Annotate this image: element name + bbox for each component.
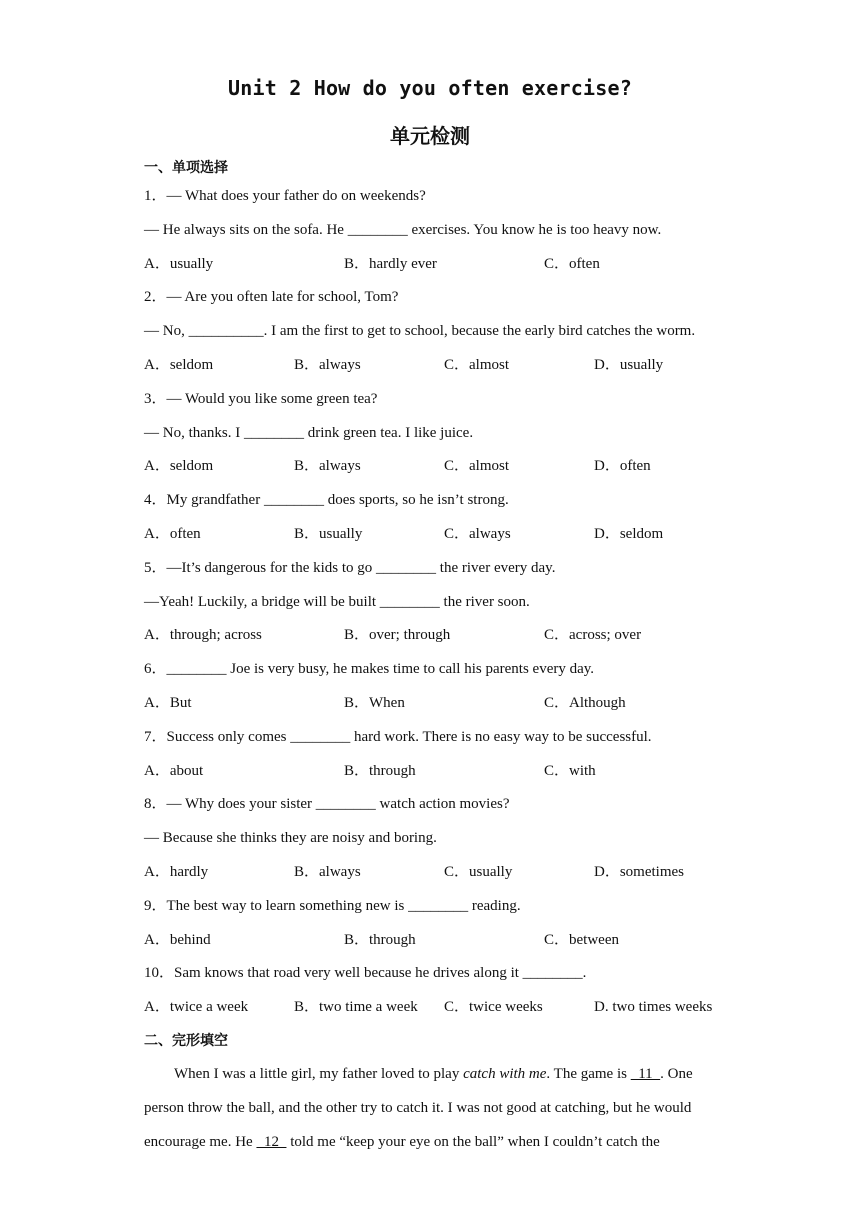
answer-option: C．always bbox=[444, 526, 511, 542]
answer-options bbox=[144, 862, 744, 882]
answer-option: A．twice a week bbox=[144, 999, 249, 1015]
cloze-italic-text: catch with me bbox=[463, 1066, 547, 1082]
answer-options bbox=[144, 524, 744, 544]
answer-option: A．often bbox=[144, 526, 201, 542]
question-text: 10．Sam knows that road very well because he drives along it ________. bbox=[144, 965, 587, 981]
answer-option: B．When bbox=[344, 695, 405, 711]
page-title: Unit 2 How do you often exercise? bbox=[228, 76, 632, 100]
cloze-text: . The game is bbox=[546, 1066, 631, 1082]
answer-option: A．seldom bbox=[144, 357, 214, 373]
question-text: 7．Success only comes ________ hard work. There is no easy way to be successful. bbox=[144, 729, 652, 745]
question-text: — No, __________. I am the first to get to school, because the early bird catches the worm. bbox=[144, 323, 696, 339]
answer-option: A．hardly bbox=[144, 864, 209, 880]
answer-option: C．usually bbox=[444, 864, 513, 880]
answer-option: A．But bbox=[144, 695, 192, 711]
answer-option: A．seldom bbox=[144, 458, 214, 474]
question-text: —Yeah! Luckily, a bridge will be built ________ the river soon. bbox=[144, 594, 530, 610]
cloze-line-1 bbox=[174, 1064, 750, 1084]
answer-option: A．usually bbox=[144, 256, 214, 272]
answer-option: B．always bbox=[294, 357, 361, 373]
cloze-line-2: person throw the ball, and the other try to catch it. I was not good at catching, but he would bbox=[144, 1100, 692, 1116]
answer-options bbox=[144, 254, 744, 274]
answer-options bbox=[144, 693, 744, 713]
answer-option: C．between bbox=[544, 932, 619, 948]
answer-option: B．hardly ever bbox=[344, 256, 437, 272]
answer-option: B．through bbox=[344, 763, 416, 779]
answer-option: C．almost bbox=[444, 357, 510, 373]
question-text: 1．— What does your father do on weekends? bbox=[144, 188, 426, 204]
cloze-text: encourage me. He bbox=[144, 1134, 257, 1150]
answer-option: A．about bbox=[144, 763, 204, 779]
answer-option: A．through; across bbox=[144, 627, 262, 643]
section-heading-cloze: 二、完形填空 bbox=[144, 1033, 228, 1049]
answer-option: B．through bbox=[344, 932, 416, 948]
answer-option: C．Although bbox=[544, 695, 626, 711]
question-text: 4．My grandfather ________ does sports, so he isn’t strong. bbox=[144, 492, 509, 508]
answer-option: B．always bbox=[294, 864, 361, 880]
section-heading-single-choice: 一、单项选择 bbox=[144, 160, 228, 176]
answer-option: C．across; over bbox=[544, 627, 642, 643]
answer-option: B．usually bbox=[294, 526, 363, 542]
cloze-text: . One bbox=[660, 1066, 693, 1082]
cloze-text: When I was a little girl, my father loved to play bbox=[174, 1066, 464, 1082]
question-text: 3．— Would you like some green tea? bbox=[144, 391, 378, 407]
answer-option: C．almost bbox=[444, 458, 510, 474]
cloze-blank-11: 11 bbox=[630, 1066, 661, 1082]
answer-option: D．usually bbox=[594, 357, 664, 373]
question-text: 6．________ Joe is very busy, he makes time to call his parents every day. bbox=[144, 661, 595, 677]
cloze-blank-12: 12 bbox=[256, 1134, 287, 1150]
answer-option: D．often bbox=[594, 458, 651, 474]
cloze-line-3 bbox=[144, 1132, 720, 1152]
answer-option: D. two times weeks bbox=[594, 999, 713, 1015]
answer-option: B．over; through bbox=[344, 627, 451, 643]
answer-option: A．behind bbox=[144, 932, 211, 948]
question-text: 8．— Why does your sister ________ watch action movies? bbox=[144, 796, 510, 812]
answer-option: D．sometimes bbox=[594, 864, 684, 880]
answer-option: C．often bbox=[544, 256, 600, 272]
answer-options bbox=[144, 355, 744, 375]
answer-options bbox=[144, 625, 744, 645]
answer-option: B．two time a week bbox=[294, 999, 418, 1015]
question-text: 5．—It’s dangerous for the kids to go ________ the river every day. bbox=[144, 560, 556, 576]
answer-option: B．always bbox=[294, 458, 361, 474]
question-text: — Because she thinks they are noisy and boring. bbox=[144, 830, 437, 846]
cloze-text: told me “keep your eye on the ball” when I couldn’t catch the bbox=[286, 1134, 660, 1150]
question-text: — He always sits on the sofa. He ________ exercises. You know he is too heavy now. bbox=[144, 222, 662, 238]
question-text: 2．— Are you often late for school, Tom? bbox=[144, 289, 399, 305]
page-subtitle: 单元检测 bbox=[390, 124, 470, 148]
answer-options bbox=[144, 997, 744, 1017]
answer-option: D．seldom bbox=[594, 526, 664, 542]
question-text: — No, thanks. I ________ drink green tea. I like juice. bbox=[144, 425, 474, 441]
answer-options bbox=[144, 456, 744, 476]
answer-options bbox=[144, 930, 744, 950]
answer-options bbox=[144, 761, 744, 781]
answer-option: C．twice weeks bbox=[444, 999, 543, 1015]
answer-option: C．with bbox=[544, 763, 596, 779]
question-text: 9．The best way to learn something new is ________ reading. bbox=[144, 898, 521, 914]
